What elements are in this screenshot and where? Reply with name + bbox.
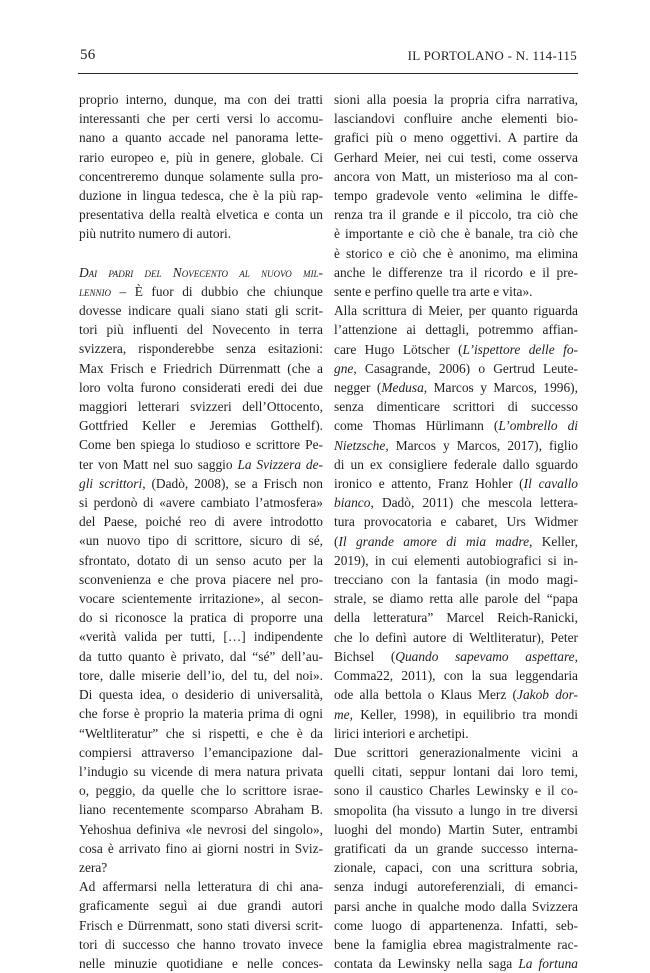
text-line xyxy=(334,436,578,455)
book-title: Jakob dor- xyxy=(517,687,578,703)
right-column xyxy=(334,90,578,973)
text-line: concentreremo dunque solamente sulla pro- xyxy=(79,168,323,184)
text-line: zionale, capaci, con una scrittura sobria, xyxy=(334,860,578,876)
text-line: zera? xyxy=(79,859,108,875)
section-heading: Dai padri del Novecento al nuovo mil- xyxy=(79,264,323,280)
text-line: l’attenzione ai dettagli, potremmo affian- xyxy=(334,322,578,338)
text-line: do si riconosce la pratica di proporre una xyxy=(79,610,323,626)
text-line: del Paese, poiché reo di avere introdotto xyxy=(79,514,323,530)
text-fragment: , xyxy=(574,648,578,664)
text-line: 2019), in cui elementi autobiografici si in- xyxy=(334,552,578,568)
text-fragment: , Dadò, 2011) che mescola lettera- xyxy=(370,495,578,511)
text-line xyxy=(334,685,578,704)
text-line: parsi anche in qualche modo dalla Svizzera xyxy=(334,898,578,914)
text-line: interessanti che per certi versi lo accomu- xyxy=(79,111,323,127)
text-fragment: ter von Matt nel suo saggio xyxy=(79,456,238,472)
text-line: vocare scientemente irritazione», al secon- xyxy=(79,591,323,607)
text-line: sconvenienza e che prova piacere nel pro- xyxy=(79,571,323,587)
paragraph-section-heading xyxy=(79,263,323,878)
text-line xyxy=(79,263,323,282)
text-line: sono il caustico Charles Lewinsky e il co- xyxy=(334,783,578,799)
text-line: che lo definì autore di Weltliteratur), Peter xyxy=(334,629,578,645)
text-line: o, peggio, da quelle che lo scrittore israe- xyxy=(79,783,323,799)
text-fragment: , Marcos y Marcos, 2017), figlio xyxy=(385,437,578,453)
text-fragment: contata da Lewinsky nella saga xyxy=(334,956,519,972)
section-heading-cont: lennio xyxy=(79,283,112,299)
text-line: che forse è proprio la materia prima di ogni xyxy=(79,706,323,722)
book-title: Quando sapevamo aspettare xyxy=(395,648,575,664)
text-line: Alla scrittura di Meier, per quanto riguarda xyxy=(334,303,578,319)
text-line xyxy=(334,378,578,397)
text-fragment: , Keller, xyxy=(529,533,579,549)
text-line xyxy=(334,340,578,359)
text-line: anche le differenze tra il ricordo e il pre- xyxy=(334,264,578,280)
book-title: La fortuna xyxy=(518,956,578,972)
text-line: liano recentemente scomparso Abraham B. xyxy=(79,802,323,818)
text-fragment: ( xyxy=(334,533,339,549)
text-line: rario europeo e, più in genere, globale. Ci xyxy=(79,149,323,165)
paragraph xyxy=(79,877,323,973)
text-line: più nutrito numero di autori. xyxy=(79,226,232,242)
text-line: renza tra il grande e il piccolo, tra ciò che xyxy=(334,207,578,223)
book-title: gne xyxy=(334,360,354,376)
text-line: duzione in lingua tedesca, che è la più rap- xyxy=(79,188,323,204)
text-line: di un ex consigliere federale dallo sguardo xyxy=(334,456,578,472)
text-fragment: Bichsel ( xyxy=(334,648,396,664)
text-fragment: , Keller, 1998), in equilibrio tra mondi xyxy=(349,706,578,722)
text-line: è importante e ciò che è banale, tra ciò che xyxy=(334,226,578,242)
text-line xyxy=(334,532,578,551)
text-line: come luogo di appartenenza. Infatti, seb- xyxy=(334,917,578,933)
book-title: La Svizzera de- xyxy=(237,456,323,472)
text-line: gratificati da un grande successo interna- xyxy=(334,840,578,856)
book-title: L’ispettore delle fo- xyxy=(462,341,578,357)
text-line: si perdonò di «avere cambiato l’atmosfera» xyxy=(79,495,323,511)
left-column xyxy=(79,90,323,973)
text-fragment: ode alla bettola o Klaus Merz ( xyxy=(334,687,518,703)
text-line: Due scrittori generazionalmente vicini a xyxy=(334,744,578,760)
text-fragment: come Thomas Hürlimann ( xyxy=(334,418,499,434)
text-line: Ad affermarsi nella letteratura di chi ana- xyxy=(79,879,323,895)
text-line: quelli citati, seppur lontani dai loro temi, xyxy=(334,764,578,780)
text-line: luoghi del mondo) Martin Suter, entrambi xyxy=(334,821,578,837)
text-fragment: , (Dadò, 2008), se a Frisch non xyxy=(142,475,324,491)
text-line: loro volta furono considerati eredi dei due xyxy=(79,379,323,395)
text-line: ancora von Matt, un misterioso ma al con- xyxy=(334,168,578,184)
text-line: Come ben spiega lo studioso e scrittore Pe- xyxy=(79,437,323,453)
book-title: bianco xyxy=(334,495,371,511)
text-line: è storico e ciò che è anonimo, ma elimina xyxy=(334,245,578,261)
text-line: nelle minuzie quotidiane e nelle conces- xyxy=(79,955,323,971)
text-line: Comma22, 2011), con la sua leggendaria xyxy=(334,668,578,684)
text-line xyxy=(334,359,578,378)
text-fragment: care Hugo Lötscher ( xyxy=(334,341,463,357)
text-line: “Weltliteratur” che si rispetti, e che è da xyxy=(79,725,323,741)
text-line: svizzera, risponderebbe senza esitazioni: xyxy=(79,341,323,357)
text-line: «verità valida per tutti, […] indipendente xyxy=(79,629,323,645)
text-fragment: , Marcos y Marcos, 1996), xyxy=(423,380,578,396)
text-line: trecciano con la fantasia (in modo magi- xyxy=(334,572,578,588)
text-line xyxy=(334,474,578,493)
text-line xyxy=(79,455,323,474)
text-line xyxy=(79,282,323,301)
text-line: tore, dalle miserie dell’io, del tu, del noi». xyxy=(79,667,323,683)
text-line: smopolita (ha vissuto a lungo in tre diversi xyxy=(334,802,578,818)
text-line: compiersi attraverso l’emancipazione dal- xyxy=(79,744,323,760)
text-line: Frisch e Dürrenmatt, sono stati diversi scrit- xyxy=(79,917,323,933)
text-line: tempo gradevole vento «elimina le diffe- xyxy=(334,188,578,204)
paragraph xyxy=(334,301,578,743)
text-line: bene la famiglia ebrea magistralmente rac- xyxy=(334,936,578,952)
book-title: Medusa xyxy=(381,380,424,396)
text-line: senza indugi autoreferenziali, di emanci- xyxy=(334,879,578,895)
text-line: sioni alla poesia la propria cifra narrativa, xyxy=(334,92,578,107)
text-fragment: , Casagrande, 2006) o Gertrud Leute- xyxy=(353,360,578,376)
book-title: me xyxy=(334,706,350,722)
text-line: dovesse indicare quali siano stati gli scrit- xyxy=(79,303,323,319)
book-title: gli scrittori xyxy=(79,475,143,491)
book-title: Nietzsche xyxy=(334,437,386,453)
paragraph-intro-end xyxy=(79,90,323,244)
text-line xyxy=(334,647,578,666)
paragraph xyxy=(334,743,578,973)
text-line: tori di successo che hanno trovato invece xyxy=(79,936,323,952)
text-line xyxy=(334,493,578,512)
paragraph xyxy=(334,90,578,301)
text-line: da tutto quanto è privato, dal “sé” dell’au- xyxy=(79,648,323,664)
text-line xyxy=(334,954,578,973)
text-line: Yehoshua definiva «le nevrosi del singolo», xyxy=(79,821,323,837)
text-line: l’indugio su vicende di mera natura privata xyxy=(79,763,323,779)
text-line: cosa è arrivato fino ai giorni nostri in Sviz- xyxy=(79,840,323,856)
text-line: Gottfried Keller e Jeremias Gotthelf). xyxy=(79,418,323,434)
running-head: IL PORTOLANO - N. 114-115 xyxy=(407,48,577,63)
text-line: grafici più o meno oggettivi. A partire da xyxy=(334,130,578,146)
text-line: della letteratura” Marcel Reich-Ranicki, xyxy=(334,610,578,626)
text-line: lirici interiori e archetipi. xyxy=(334,725,469,741)
text-line: tura provocatoria e cabaret, Urs Widmer xyxy=(334,514,578,530)
text-line: proprio interno, dunque, ma con dei tratti xyxy=(79,92,323,107)
text-line: nano a quanto accade nel panorama lette- xyxy=(79,130,323,146)
text-fragment: negger ( xyxy=(334,380,382,396)
text-fragment: ironico e attento, Franz Hohler ( xyxy=(334,476,524,492)
text-line: Di questa idea, o desiderio di universalità, xyxy=(79,687,323,703)
text-line: tori più influenti del Novecento in terra xyxy=(79,322,323,338)
text-line xyxy=(79,474,323,493)
book-title: Il cavallo xyxy=(523,476,578,492)
text-line: lasciandovi confluire anche elementi bio- xyxy=(334,111,578,127)
page-number: 56 xyxy=(80,47,96,63)
text-line: strale, se diamo retta alle parole del “papa xyxy=(334,591,578,607)
text-fragment: – È fuor di dubbio che chiunque xyxy=(111,283,323,299)
text-line: sente e perfino quelle tra arte e vita». xyxy=(334,284,533,300)
text-line xyxy=(334,416,578,435)
text-line: «un nuovo tipo di scrittore, sicuro di sé, xyxy=(79,533,323,549)
text-line: sfrontato, dotato di un senso acuto per la xyxy=(79,552,323,568)
text-line: graficamente seguì ai due grandi autori xyxy=(79,898,323,914)
text-line: Max Frisch e Friedrich Dürrenmatt (che a xyxy=(79,360,323,376)
text-line: presentativa della realtà elvetica e conta un xyxy=(79,207,323,223)
header-rule xyxy=(78,73,578,74)
text-line: senza dimenticare scrittori di successo xyxy=(334,399,578,415)
text-line: maggiori letterari svizzeri dell’Ottocento, xyxy=(79,399,323,415)
book-title: Il grande amore di mia madre xyxy=(338,533,530,549)
text-line: Gerhard Meier, nei cui testi, come osserva xyxy=(334,149,578,165)
text-line xyxy=(334,705,578,724)
book-title: L’ombrello di xyxy=(498,418,578,434)
